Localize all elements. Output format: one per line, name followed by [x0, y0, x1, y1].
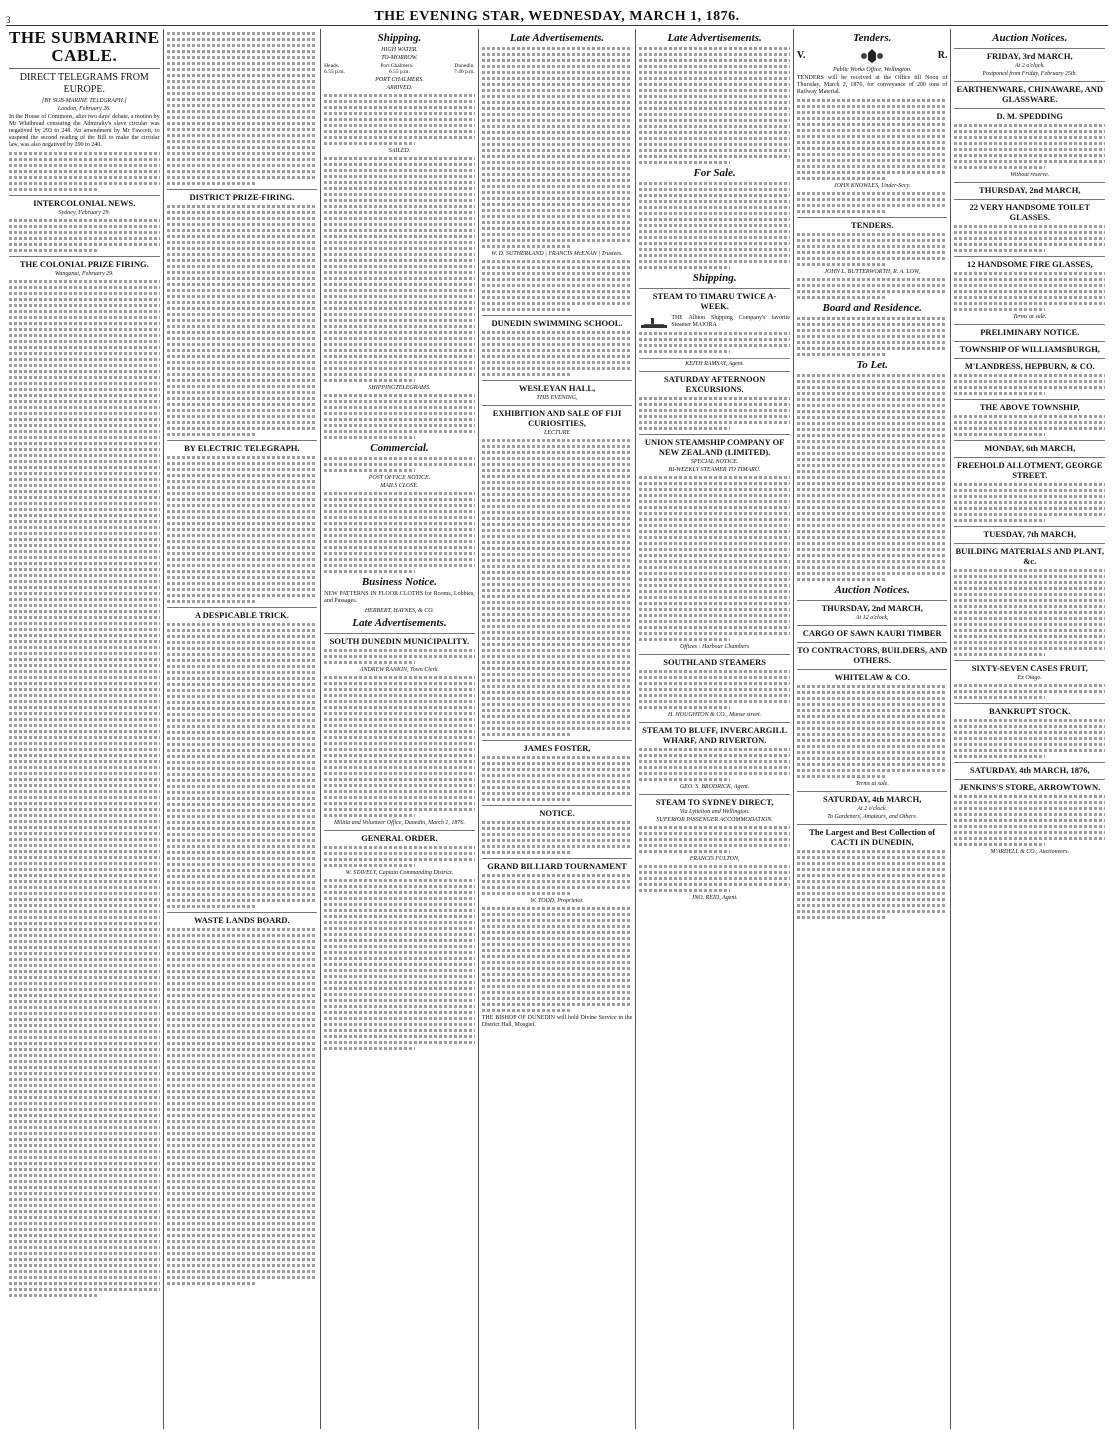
bishop-notice: THE BISHOP OF DUNEDIN will hold Divine Service in the District Hall, Mosgiel. — [481, 1015, 633, 1028]
toilet-text-block — [954, 225, 1105, 252]
knowles-signature: JOHN KNOWLES, Under-Secy. — [833, 183, 911, 189]
fruit-text-block — [954, 684, 1105, 699]
without-reserve-label: Without reserve. — [1010, 172, 1050, 178]
thursday-date-col6: THURSDAY, 2nd MARCH, — [797, 600, 948, 613]
williamsburgh-heading: TOWNSHIP OF WILLIAMSBURGH, — [954, 341, 1105, 354]
timaru-steamer-text: THE Albion Shipping Company's favorite Steamer MAIORA — [671, 315, 790, 328]
southland-steamers: SOUTHLAND STEAMERS — [639, 654, 790, 667]
houghton-agent: H. HOUGHTON & CO., Manse street. — [668, 712, 762, 718]
kauri-timber-heading: CARGO OF SAWN KAURI TIMBER — [797, 625, 948, 638]
direct-telegrams-heading: DIRECT TELEGRAMS FROM EUROPE. — [19, 72, 149, 95]
telegrams-text-block — [324, 394, 475, 439]
billiard-signature: W. TODD, Proprietor. — [530, 898, 584, 904]
byline: [BY SUB-MARINE TELEGRAPH.] — [41, 98, 127, 104]
freehold-text-block — [954, 483, 1105, 522]
terms-at-sale-col6: Terms at sale. — [855, 781, 889, 787]
tenders-heading: Tenders. — [852, 32, 892, 44]
tenders-ads-col3 — [324, 879, 475, 1050]
union-text-block — [639, 476, 790, 641]
fruit-sub: Ex Otago. — [1017, 675, 1042, 681]
masthead-title: THE EVENING STAR, WEDNESDAY, MARCH 1, 1876. — [374, 9, 740, 24]
prize-firing-heading: THE COLONIAL PRIZE FIRING. — [9, 256, 160, 269]
arrowtown-text-block — [954, 795, 1105, 846]
commercial-heading: Commercial. — [370, 442, 429, 454]
waste-lands-heading: WASTE LANDS BOARD. — [167, 912, 318, 925]
cacti-text-block — [797, 850, 948, 919]
waste-lands-text-block — [167, 928, 318, 1285]
harbour-chambers-offices: Offices : Harbour Chambers — [680, 644, 750, 650]
page-number: 3 — [6, 15, 11, 25]
superior-accommodation: SUPERIOR PASSENGER ACCOMMODATION. — [656, 817, 773, 823]
foster-text-block — [482, 756, 633, 801]
tide-time-dunedin: 7.40 p.m. — [453, 69, 475, 75]
toilet-glasses-heading: 22 VERY HANDSOME TOILET GLASSES. — [954, 199, 1105, 222]
tide-time-heads: 6.55 p.m. — [324, 69, 345, 75]
misc-ads-col4 — [482, 907, 633, 1012]
monday-date: MONDAY, 6th MARCH, — [954, 440, 1105, 453]
intercolonial-text-block — [9, 219, 160, 252]
business-notice-text: NEW PATTERNS IN FLOOR CLOTHS for Rooms, Lobbies, and Passages. — [324, 591, 475, 604]
gardeners-label: To Gardeners, Amateurs, and Others. — [827, 814, 918, 820]
whitelaw-heading: WHITELAW & CO. — [797, 669, 948, 682]
wanted-ads-col3 — [324, 676, 475, 817]
masthead — [6, 4, 1108, 26]
late-ads-heading-col5: Late Advertisements. — [667, 32, 762, 44]
tide-times-row — [324, 69, 475, 75]
port-chalmers-label: PORT CHALMERS. — [375, 77, 424, 83]
post-office-notice: POST OFFICE NOTICE. — [368, 475, 431, 481]
to-let-ads-col4 — [482, 260, 633, 311]
excursion-text-block — [639, 397, 790, 430]
arrived-label: ARRIVED. — [386, 85, 413, 91]
james-foster-heading: JAMES FOSTER, — [482, 740, 633, 753]
despicable-trick-heading: A DESPICABLE TRICK. — [167, 607, 318, 620]
keith-ramsay-agent: KEITH RAMSAY, Agent. — [685, 361, 744, 367]
saturday-date-col6: SATURDAY, 4th MARCH, — [797, 791, 948, 804]
commons-article: In the House of Commons, after two days' debate, a motion by Mr Whitbread censuring the Admiralty's slave circular was negatived by 293 to 248. An amendment by Mr Fawcett, to suspend the second reading of the Bill to make the circular law, was also negatived by 290 to 240. — [9, 114, 160, 148]
crest-v: V. — [796, 50, 806, 61]
steam-to-bluff: STEAM TO BLUFF, INVERCARGILL WHARF, AND RIVERTON. — [639, 722, 790, 745]
bankrupt-text-block — [954, 719, 1105, 758]
building-text-block — [954, 569, 1105, 656]
telegraph-text-block — [167, 456, 318, 603]
cacti-heading: The Largest and Best Collection of CACTI IN DUNEDIN, — [797, 824, 948, 847]
freehold-heading: FREEHOLD ALLOTMENT, GEORGE STREET. — [954, 457, 1105, 480]
notice-heading: NOTICE. — [482, 805, 633, 818]
billiard-text-block — [482, 874, 633, 895]
butterworth-signature: JOHN L. BUTTERWORTH, R. A. LOW, — [824, 269, 920, 275]
late-ads-heading-col3: Late Advertisements. — [352, 617, 447, 629]
saturday-date-col7: SATURDAY, 4th MARCH, 1876, — [954, 762, 1105, 775]
business-signature: HERBERT, HAYNES, & CO. — [364, 608, 435, 614]
column-2 — [164, 29, 322, 1429]
column-3 — [321, 29, 479, 1429]
thursday-date-col7: THURSDAY, 2nd MARCH, — [954, 182, 1105, 195]
reid-agent: JNO. REID, Agent. — [691, 895, 738, 901]
tide-time-port: 6.55 p.m. — [389, 69, 410, 75]
column-5 — [636, 29, 794, 1429]
intercolonial-heading: INTERCOLONIAL NEWS. — [9, 195, 160, 208]
sydney-dateline: Sydney, February 29. — [58, 210, 110, 216]
swimming-text-block — [482, 331, 633, 376]
municipality-text-block — [324, 649, 475, 664]
militia-office: Militia and Volunteer Office, Dunedin, March 1, 1876. — [333, 820, 465, 826]
column-6 — [794, 29, 952, 1429]
arrivals-text-block — [324, 94, 475, 145]
first-vessel-text — [639, 865, 790, 892]
mails-close-label: MAILS CLOSE. — [380, 483, 419, 489]
column-1 — [6, 29, 164, 1429]
tomorrow-label: TO-MORROW. — [381, 55, 418, 61]
royal-arms-icon — [859, 47, 885, 65]
brodrick-agent: GEO. S. BRODRICK, Agent. — [679, 784, 750, 790]
building-materials-heading: BUILDING MATERIALS AND PLANT, &c. — [954, 543, 1105, 566]
wanganui-dateline: Wanganui, February 29. — [54, 271, 114, 277]
public-works-office: Public Works Office, Wellington. — [832, 67, 912, 73]
tide-head-heads: Heads. — [324, 63, 340, 69]
biweekly-timaru: BI-WEEKLY STEAMER TO TIMARU. — [668, 467, 761, 473]
columns — [6, 29, 1108, 1429]
sailed-label: SAILED. — [388, 148, 411, 154]
via-lyttelton: Via Lyttelton and Wellington. — [679, 809, 750, 815]
saturday-excursions: SATURDAY AFTERNOON EXCURSIONS. — [639, 371, 790, 394]
postponed-label: Postponed from Friday, February 25th. — [982, 71, 1078, 77]
tenders-3-text-block — [797, 278, 948, 299]
friday-date: FRIDAY, 3rd MARCH, — [954, 48, 1105, 61]
exhibition-heading: EXHIBITION AND SALE OF FIJI CURIOSITIES, — [482, 405, 633, 428]
for-sale-ads — [639, 182, 790, 269]
column-4 — [479, 29, 637, 1429]
auction-notices-heading-col6: Auction Notices. — [834, 584, 910, 596]
mails-text-block — [324, 492, 475, 573]
commercial-text-block — [324, 457, 475, 472]
steam-to-sydney: STEAM TO SYDNEY DIRECT, — [639, 794, 790, 807]
district-prize-firing-heading: DISTRICT PRIZE-FIRING. — [167, 189, 318, 202]
despicable-text-block — [167, 623, 318, 908]
shipping-telegrams-label: SHIPPINGTELEGRAMS. — [368, 385, 431, 391]
at-two-col6: At 2 o'clock. — [857, 806, 888, 812]
friday-time: At 2 o'clock. — [1014, 63, 1045, 69]
sutherland-trustees: W. D. SUTHERLAND | FRANCIS McENAN | Trustees. — [491, 251, 623, 257]
at-noon-col6: At 12 o'clock, — [855, 615, 889, 621]
earthenware-heading: EARTHENWARE, CHINAWARE, AND GLASSWARE. — [954, 81, 1105, 104]
terms-at-sale-col7: Terms at sale. — [1013, 314, 1047, 320]
south-dunedin-municipality: SOUTH DUNEDIN MUNICIPALITY. — [324, 633, 475, 646]
tenders-2-text-block — [797, 233, 948, 266]
auction-notices-heading-col7: Auction Notices. — [992, 32, 1068, 44]
general-order-heading: GENERAL ORDER. — [324, 830, 475, 843]
tide-head-port: Port Chalmers. — [380, 63, 414, 69]
general-order-text — [324, 846, 475, 867]
sydney-text-block — [639, 826, 790, 853]
landress-heading: M'LANDRESS, HEPBURN, & CO. — [954, 358, 1105, 371]
to-let-heading: To Let. — [856, 359, 888, 371]
militia-signature: W. STAVELY, Captain Commanding District. — [345, 870, 454, 876]
lecture-label: LECTURE — [544, 430, 571, 436]
tide-head-dunedin: Dunedin. — [454, 63, 475, 69]
for-sale-heading: For Sale. — [693, 167, 736, 179]
tuesday-date: TUESDAY, 7th MARCH, — [954, 526, 1105, 539]
carpenters-ad — [797, 192, 948, 213]
spedding-text-block — [954, 124, 1105, 169]
wanted-ads-col4 — [482, 47, 633, 248]
shipping-heading-col5: Shipping. — [692, 272, 737, 284]
above-township-heading: THE ABOVE TOWNSHIP, — [954, 399, 1105, 412]
board-text-block — [797, 317, 948, 356]
southland-text-block — [639, 670, 790, 709]
late-ads-heading-col4: Late Advertisements. — [509, 32, 605, 44]
bankrupt-stock-heading: BANKRUPT STOCK. — [954, 703, 1105, 716]
arrowtown-heading: JENKINS'S STORE, ARROWTOWN. — [954, 779, 1105, 792]
prize-firing-text-block — [9, 280, 160, 1297]
swimming-school-heading: DUNEDIN SWIMMING SCHOOL. — [482, 315, 633, 328]
union-steamship-heading: UNION STEAMSHIP COMPANY OF NEW ZEALAND (LIMITED). — [639, 434, 790, 457]
submarine-cable-title: THE SUBMARINE CABLE. — [9, 29, 160, 65]
column-7 — [951, 29, 1108, 1429]
fulton-agent: FRANCIS FULTON, — [689, 856, 740, 862]
tenders-heading-2: TENDERS. — [797, 217, 948, 230]
lecture-text-block — [482, 439, 633, 736]
sailed-text-block — [324, 157, 475, 382]
special-notice: SPECIAL NOTICE. — [690, 459, 739, 465]
landress-text-block — [954, 374, 1105, 395]
contractors-heading: TO CONTRACTORS, BUILDERS, AND OTHERS. — [797, 642, 948, 665]
board-residence-heading: Board and Residence. — [822, 302, 922, 314]
scores-text-block — [167, 32, 318, 185]
london-dateline: London, February 26. — [57, 106, 111, 112]
high-water-label: HIGH WATER. — [381, 47, 418, 53]
fire-glasses-heading: 12 HANDSOME FIRE GLASSES, — [954, 256, 1105, 269]
crest-r: R. — [937, 50, 948, 61]
late-ads-col5 — [639, 47, 790, 164]
royal-crest — [797, 47, 948, 65]
fire-glasses-text-block — [954, 272, 1105, 311]
electric-telegraph-heading: BY ELECTRIC TELEGRAPH. — [167, 440, 318, 453]
bluff-text-block — [639, 748, 790, 781]
timaru-steamer-ad — [639, 313, 790, 359]
tenders-text: TENDERS will be received at the Office till Noon of Thursday, March 2, 1876, for conveyance of 200 tons of Railway Material. — [796, 75, 948, 95]
billiard-heading: GRAND BILLIARD TOURNAMENT — [482, 858, 633, 871]
steamer-icon — [639, 315, 669, 331]
tenders-text-block — [797, 99, 948, 180]
preliminary-notice: PRELIMINARY NOTICE. — [954, 324, 1105, 337]
business-notice-heading: Business Notice. — [361, 576, 438, 588]
wesleyan-hall-heading: WESLEYAN HALL, — [482, 380, 633, 393]
to-let-ads — [797, 374, 948, 581]
article-text-block — [9, 152, 160, 191]
fruit-heading: SIXTY-SEVEN CASES FRUIT, — [954, 660, 1105, 673]
municipality-signature: ANDREW RANKIN, Town Clerk. — [359, 667, 440, 673]
shipping-heading: Shipping. — [377, 32, 422, 44]
steam-to-timaru: STEAM TO TIMARU TWICE A-WEEK. — [639, 288, 790, 311]
mardell-signature: M'ARDELL & CO., Auctioneers. — [990, 849, 1070, 855]
district-text-block — [167, 205, 318, 436]
notice-text-block — [482, 821, 633, 854]
spedding-heading: D. M. SPEDDING — [954, 108, 1105, 121]
whitelaw-text-block — [797, 685, 948, 778]
this-evening-label: THIS EVENING, — [536, 395, 578, 401]
township-text-block — [954, 415, 1105, 436]
